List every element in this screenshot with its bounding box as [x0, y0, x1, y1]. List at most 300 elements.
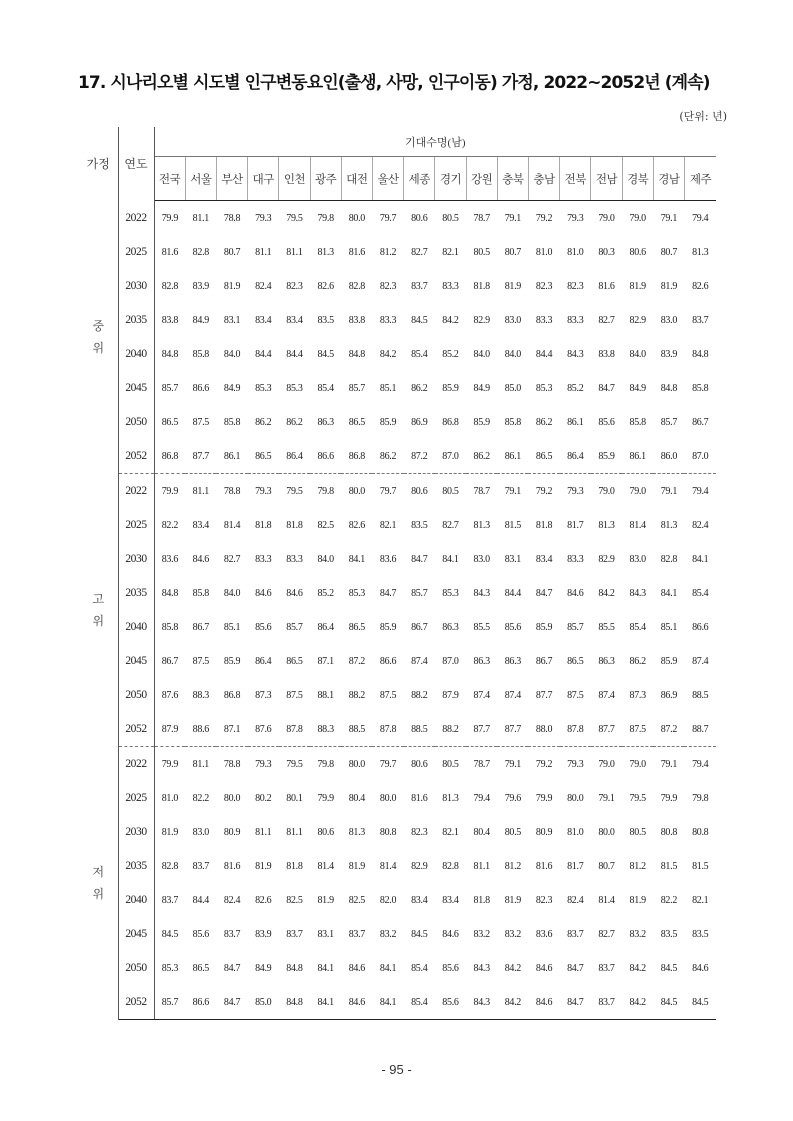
value-cell: 81.3 [598, 519, 615, 531]
year-cell: 2030 [118, 269, 154, 303]
value-cell: 82.5 [348, 894, 365, 906]
value-cell: 80.5 [473, 246, 490, 258]
value-cell: 85.3 [255, 382, 272, 394]
value-cell: 84.6 [286, 587, 303, 599]
value-cell: 83.9 [255, 928, 272, 940]
value-cell: 80.8 [379, 826, 397, 838]
value-cell: 84.7 [535, 587, 553, 599]
value-cell: 87.9 [154, 712, 185, 747]
value-cell: 84.6 [255, 587, 272, 599]
value-cell: 83.2 [629, 928, 646, 940]
table-row [79, 712, 716, 747]
value-cell: 82.1 [379, 519, 397, 531]
value-cell: 86.3 [598, 655, 615, 667]
value-cell: 78.7 [473, 212, 490, 224]
value-cell: 79.3 [567, 758, 584, 770]
value-cell: 82.5 [286, 894, 303, 906]
value-cell: 80.6 [411, 212, 428, 224]
value-cell: 82.7 [598, 928, 615, 940]
value-cell: 85.7 [411, 587, 428, 599]
value-cell: 84.6 [341, 985, 372, 1020]
value-cell: 81.4 [629, 519, 646, 531]
value-cell: 81.8 [473, 894, 490, 906]
value-cell: 84.1 [310, 985, 341, 1020]
value-cell: 86.5 [286, 655, 303, 667]
value-cell: 87.5 [286, 689, 303, 701]
value-cell: 80.2 [255, 792, 272, 804]
value-cell: 88.3 [192, 689, 209, 701]
value-cell: 86.2 [286, 416, 303, 428]
value-cell: 79.6 [504, 792, 522, 804]
value-cell: 84.0 [473, 348, 490, 360]
value-cell: 88.1 [317, 689, 334, 701]
value-cell: 80.0 [348, 758, 365, 770]
table-header [79, 127, 716, 201]
value-cell: 84.1 [372, 985, 403, 1020]
value-cell: 79.5 [286, 212, 303, 224]
year-cell: 2040 [118, 337, 154, 371]
table-row [79, 917, 716, 951]
value-cell: 86.5 [567, 655, 584, 667]
value-cell: 85.9 [660, 655, 678, 667]
value-cell: 79.4 [692, 485, 709, 497]
value-cell: 84.4 [255, 348, 272, 360]
year-cell: 2040 [118, 883, 154, 917]
year-cell: 2050 [118, 678, 154, 712]
value-cell: 87.7 [535, 689, 553, 701]
value-cell: 80.6 [411, 758, 428, 770]
value-cell: 84.2 [497, 985, 528, 1020]
value-cell: 86.6 [185, 985, 216, 1020]
value-cell: 85.1 [660, 621, 678, 633]
value-cell: 87.3 [255, 689, 272, 701]
value-cell: 83.6 [161, 553, 179, 565]
value-cell: 86.2 [535, 416, 553, 428]
value-cell: 81.9 [629, 894, 646, 906]
value-cell: 79.0 [629, 758, 646, 770]
value-cell: 79.9 [660, 792, 678, 804]
value-cell: 84.8 [348, 348, 365, 360]
value-cell: 86.6 [310, 439, 341, 474]
year-column-header: 연도 [118, 127, 154, 201]
value-cell: 87.5 [192, 416, 209, 428]
value-cell: 81.9 [317, 894, 334, 906]
value-cell: 87.0 [435, 439, 466, 474]
value-cell: 84.5 [684, 985, 716, 1020]
value-cell: 81.8 [535, 519, 553, 531]
value-cell: 80.7 [660, 246, 678, 258]
year-cell: 2045 [118, 644, 154, 678]
value-cell: 88.0 [528, 712, 559, 747]
value-cell: 85.8 [629, 416, 646, 428]
value-cell: 85.8 [161, 621, 179, 633]
value-cell: 87.8 [279, 712, 310, 747]
region-header: 인천 [279, 157, 310, 201]
value-cell: 85.3 [348, 587, 365, 599]
value-cell: 81.4 [317, 860, 334, 872]
value-cell: 81.4 [379, 860, 397, 872]
value-cell: 80.4 [473, 826, 490, 838]
value-cell: 84.4 [192, 894, 209, 906]
value-cell: 87.7 [591, 712, 622, 747]
value-cell: 81.0 [567, 826, 584, 838]
value-cell: 81.1 [192, 212, 209, 224]
value-cell: 81.1 [473, 860, 490, 872]
value-cell: 79.5 [629, 792, 646, 804]
region-header: 대구 [248, 157, 279, 201]
value-cell: 87.0 [684, 439, 716, 474]
value-cell: 87.7 [497, 712, 528, 747]
value-cell: 79.1 [598, 792, 615, 804]
value-cell: 85.7 [161, 382, 179, 394]
value-cell: 80.8 [692, 826, 709, 838]
value-cell: 81.1 [192, 758, 209, 770]
value-cell: 86.4 [560, 439, 591, 474]
value-cell: 81.1 [286, 826, 303, 838]
value-cell: 84.2 [442, 314, 459, 326]
value-cell: 85.8 [692, 382, 709, 394]
value-cell: 79.5 [286, 758, 303, 770]
value-cell: 84.3 [473, 962, 490, 974]
value-cell: 86.3 [473, 655, 490, 667]
value-cell: 82.3 [411, 826, 428, 838]
value-cell: 84.4 [535, 348, 553, 360]
value-cell: 84.1 [692, 553, 709, 565]
value-cell: 84.5 [317, 348, 334, 360]
value-cell: 86.2 [629, 655, 646, 667]
value-cell: 87.7 [185, 439, 216, 474]
value-cell: 79.8 [317, 212, 334, 224]
scenario-label-line: 위 [92, 341, 105, 355]
value-cell: 86.4 [279, 439, 310, 474]
value-cell: 84.1 [660, 587, 678, 599]
value-cell: 79.3 [255, 758, 272, 770]
value-cell: 87.4 [473, 689, 490, 701]
value-cell: 80.9 [535, 826, 553, 838]
value-cell: 79.3 [567, 485, 584, 497]
value-cell: 83.9 [660, 348, 678, 360]
value-cell: 86.7 [692, 416, 709, 428]
value-cell: 84.1 [379, 962, 397, 974]
value-cell: 80.1 [286, 792, 303, 804]
value-cell: 84.6 [535, 962, 553, 974]
value-cell: 84.3 [567, 348, 584, 360]
value-cell: 80.3 [598, 246, 615, 258]
value-cell: 83.7 [192, 860, 209, 872]
value-cell: 83.7 [692, 314, 709, 326]
value-cell: 86.8 [154, 439, 185, 474]
value-cell: 83.3 [255, 553, 272, 565]
value-cell: 83.4 [192, 519, 209, 531]
value-cell: 79.9 [317, 792, 334, 804]
value-cell: 83.5 [411, 519, 428, 531]
value-cell: 84.7 [598, 382, 615, 394]
value-cell: 82.4 [255, 280, 272, 292]
value-cell: 85.3 [161, 962, 179, 974]
page-title: 17. 시나리오별 시도별 인구변동요인(출생, 사망, 인구이동) 가정, 2022~2052년 (계속) [78, 73, 710, 93]
value-cell: 81.9 [504, 280, 522, 292]
value-cell: 82.3 [379, 280, 397, 292]
value-cell: 85.9 [591, 439, 622, 474]
year-cell: 2035 [118, 849, 154, 883]
value-cell: 84.9 [192, 314, 209, 326]
value-cell: 84.2 [379, 348, 397, 360]
value-cell: 86.2 [411, 382, 428, 394]
value-cell: 84.0 [223, 587, 241, 599]
value-cell: 82.7 [411, 246, 428, 258]
value-cell: 84.8 [279, 985, 310, 1020]
value-cell: 79.0 [629, 485, 646, 497]
value-cell: 81.9 [629, 280, 646, 292]
value-cell: 79.2 [535, 758, 553, 770]
value-cell: 84.2 [598, 587, 615, 599]
value-cell: 85.7 [154, 985, 185, 1020]
value-cell: 84.8 [660, 382, 678, 394]
value-cell: 80.8 [660, 826, 678, 838]
value-cell: 85.9 [442, 382, 459, 394]
region-header: 경기 [435, 157, 466, 201]
value-cell: 79.5 [286, 485, 303, 497]
value-cell: 86.0 [653, 439, 684, 474]
value-cell: 84.3 [473, 587, 490, 599]
value-cell: 81.6 [223, 860, 241, 872]
value-cell: 82.3 [567, 280, 584, 292]
value-cell: 81.3 [692, 246, 709, 258]
value-cell: 84.0 [223, 348, 241, 360]
value-cell: 87.1 [216, 712, 247, 747]
value-cell: 85.6 [504, 621, 522, 633]
value-cell: 82.9 [598, 553, 615, 565]
table-row [79, 269, 716, 303]
value-cell: 84.9 [473, 382, 490, 394]
value-cell: 82.9 [629, 314, 646, 326]
value-cell: 87.8 [372, 712, 403, 747]
year-cell: 2025 [118, 781, 154, 815]
year-cell: 2045 [118, 917, 154, 951]
value-cell: 85.6 [255, 621, 272, 633]
value-cell: 80.4 [348, 792, 365, 804]
life-expectancy-group-header: 기대수명(남) [154, 127, 716, 157]
value-cell: 84.1 [442, 553, 459, 565]
table-row [79, 371, 716, 405]
value-cell: 84.5 [411, 314, 428, 326]
value-cell: 85.4 [411, 348, 428, 360]
value-cell: 83.1 [317, 928, 334, 940]
scenario-column-header: 가정 [79, 127, 118, 201]
table-row [79, 405, 716, 439]
value-cell: 84.6 [528, 985, 559, 1020]
value-cell: 82.7 [442, 519, 459, 531]
value-cell: 79.4 [692, 758, 709, 770]
value-cell: 87.2 [348, 655, 365, 667]
value-cell: 85.9 [223, 655, 241, 667]
value-cell: 87.6 [248, 712, 279, 747]
value-cell: 79.1 [660, 758, 678, 770]
year-cell: 2052 [118, 712, 154, 747]
value-cell: 84.6 [567, 587, 584, 599]
value-cell: 81.7 [567, 519, 584, 531]
value-cell: 82.5 [317, 519, 334, 531]
value-cell: 84.8 [161, 348, 179, 360]
value-cell: 83.8 [598, 348, 615, 360]
year-cell: 2050 [118, 951, 154, 985]
value-cell: 82.4 [223, 894, 241, 906]
year-cell: 2022 [118, 474, 154, 509]
value-cell: 82.0 [379, 894, 397, 906]
value-cell: 85.5 [473, 621, 490, 633]
value-cell: 81.3 [660, 519, 678, 531]
value-cell: 85.3 [286, 382, 303, 394]
value-cell: 82.1 [442, 826, 459, 838]
value-cell: 79.4 [473, 792, 490, 804]
value-cell: 83.0 [660, 314, 678, 326]
value-cell: 85.4 [317, 382, 334, 394]
value-cell: 83.6 [535, 928, 553, 940]
value-cell: 87.5 [379, 689, 397, 701]
value-cell: 83.0 [629, 553, 646, 565]
value-cell: 86.5 [192, 962, 209, 974]
table-row [79, 439, 716, 474]
region-header: 대전 [341, 157, 372, 201]
table-row [79, 201, 716, 236]
value-cell: 83.2 [504, 928, 522, 940]
value-cell: 82.9 [411, 860, 428, 872]
year-cell: 2030 [118, 815, 154, 849]
table-row [79, 849, 716, 883]
value-cell: 86.5 [161, 416, 179, 428]
value-cell: 84.9 [223, 382, 241, 394]
value-cell: 83.0 [192, 826, 209, 838]
value-cell: 85.9 [379, 621, 397, 633]
value-cell: 79.1 [660, 485, 678, 497]
value-cell: 86.5 [348, 621, 365, 633]
value-cell: 86.3 [442, 621, 459, 633]
value-cell: 88.6 [185, 712, 216, 747]
value-cell: 82.8 [660, 553, 678, 565]
value-cell: 81.6 [535, 860, 553, 872]
value-cell: 88.2 [411, 689, 428, 701]
value-cell: 87.5 [622, 712, 653, 747]
value-cell: 82.2 [660, 894, 678, 906]
value-cell: 86.7 [161, 655, 179, 667]
value-cell: 80.5 [442, 212, 459, 224]
value-cell: 82.6 [317, 280, 334, 292]
value-cell: 87.4 [692, 655, 709, 667]
value-cell: 86.2 [255, 416, 272, 428]
value-cell: 85.4 [404, 985, 435, 1020]
table-row [79, 576, 716, 610]
value-cell: 85.3 [535, 382, 553, 394]
value-cell: 85.8 [504, 416, 522, 428]
region-header: 전국 [154, 157, 185, 201]
value-cell: 82.8 [161, 860, 179, 872]
value-cell: 81.0 [535, 246, 553, 258]
value-cell: 78.8 [223, 758, 241, 770]
year-cell: 2035 [118, 576, 154, 610]
value-cell: 85.5 [598, 621, 615, 633]
table-row [79, 508, 716, 542]
value-cell: 81.6 [411, 792, 428, 804]
value-cell: 83.3 [379, 314, 397, 326]
value-cell: 81.9 [223, 280, 241, 292]
value-cell: 84.6 [192, 553, 209, 565]
value-cell: 84.4 [286, 348, 303, 360]
value-cell: 88.2 [435, 712, 466, 747]
value-cell: 80.6 [411, 485, 428, 497]
value-cell: 81.6 [598, 280, 615, 292]
life-expectancy-table [79, 127, 716, 1020]
table-row [79, 985, 716, 1020]
value-cell: 81.2 [629, 860, 646, 872]
value-cell: 87.6 [161, 689, 179, 701]
value-cell: 80.7 [223, 246, 241, 258]
value-cell: 78.8 [223, 212, 241, 224]
value-cell: 84.1 [348, 553, 365, 565]
value-cell: 86.3 [317, 416, 334, 428]
year-cell: 2022 [118, 747, 154, 782]
value-cell: 84.7 [411, 553, 428, 565]
value-cell: 79.1 [504, 212, 522, 224]
value-cell: 81.3 [473, 519, 490, 531]
scenario-cell [79, 474, 118, 747]
year-cell: 2025 [118, 235, 154, 269]
value-cell: 79.1 [504, 485, 522, 497]
value-cell: 82.2 [192, 792, 209, 804]
value-cell: 81.6 [348, 246, 365, 258]
value-cell: 79.0 [598, 485, 615, 497]
table-row [79, 644, 716, 678]
value-cell: 79.2 [535, 212, 553, 224]
table-row [79, 542, 716, 576]
value-cell: 88.5 [692, 689, 709, 701]
value-cell: 83.8 [161, 314, 179, 326]
value-cell: 85.8 [223, 416, 241, 428]
value-cell: 86.5 [528, 439, 559, 474]
value-cell: 86.5 [248, 439, 279, 474]
table-row [79, 610, 716, 644]
value-cell: 82.6 [348, 519, 365, 531]
value-cell: 84.3 [466, 985, 497, 1020]
value-cell: 82.4 [692, 519, 709, 531]
table-row [79, 235, 716, 269]
region-header: 전남 [591, 157, 622, 201]
value-cell: 84.7 [379, 587, 397, 599]
value-cell: 82.8 [192, 246, 209, 258]
value-cell: 80.7 [598, 860, 615, 872]
value-cell: 85.7 [567, 621, 584, 633]
value-cell: 83.1 [504, 553, 522, 565]
value-cell: 79.9 [161, 485, 179, 497]
year-cell: 2035 [118, 303, 154, 337]
table-row [79, 678, 716, 712]
scenario-label-line: 위 [92, 614, 105, 628]
value-cell: 80.0 [223, 792, 241, 804]
table-row [79, 303, 716, 337]
value-cell: 85.9 [535, 621, 553, 633]
value-cell: 82.1 [692, 894, 709, 906]
value-cell: 84.9 [629, 382, 646, 394]
value-cell: 86.4 [317, 621, 334, 633]
value-cell: 83.3 [567, 553, 584, 565]
value-cell: 84.7 [567, 962, 584, 974]
year-cell: 2050 [118, 405, 154, 439]
value-cell: 84.0 [629, 348, 646, 360]
value-cell: 85.6 [598, 416, 615, 428]
value-cell: 85.8 [192, 587, 209, 599]
region-header: 제주 [684, 157, 716, 201]
table-row [79, 781, 716, 815]
scenario-cell [79, 747, 118, 1020]
